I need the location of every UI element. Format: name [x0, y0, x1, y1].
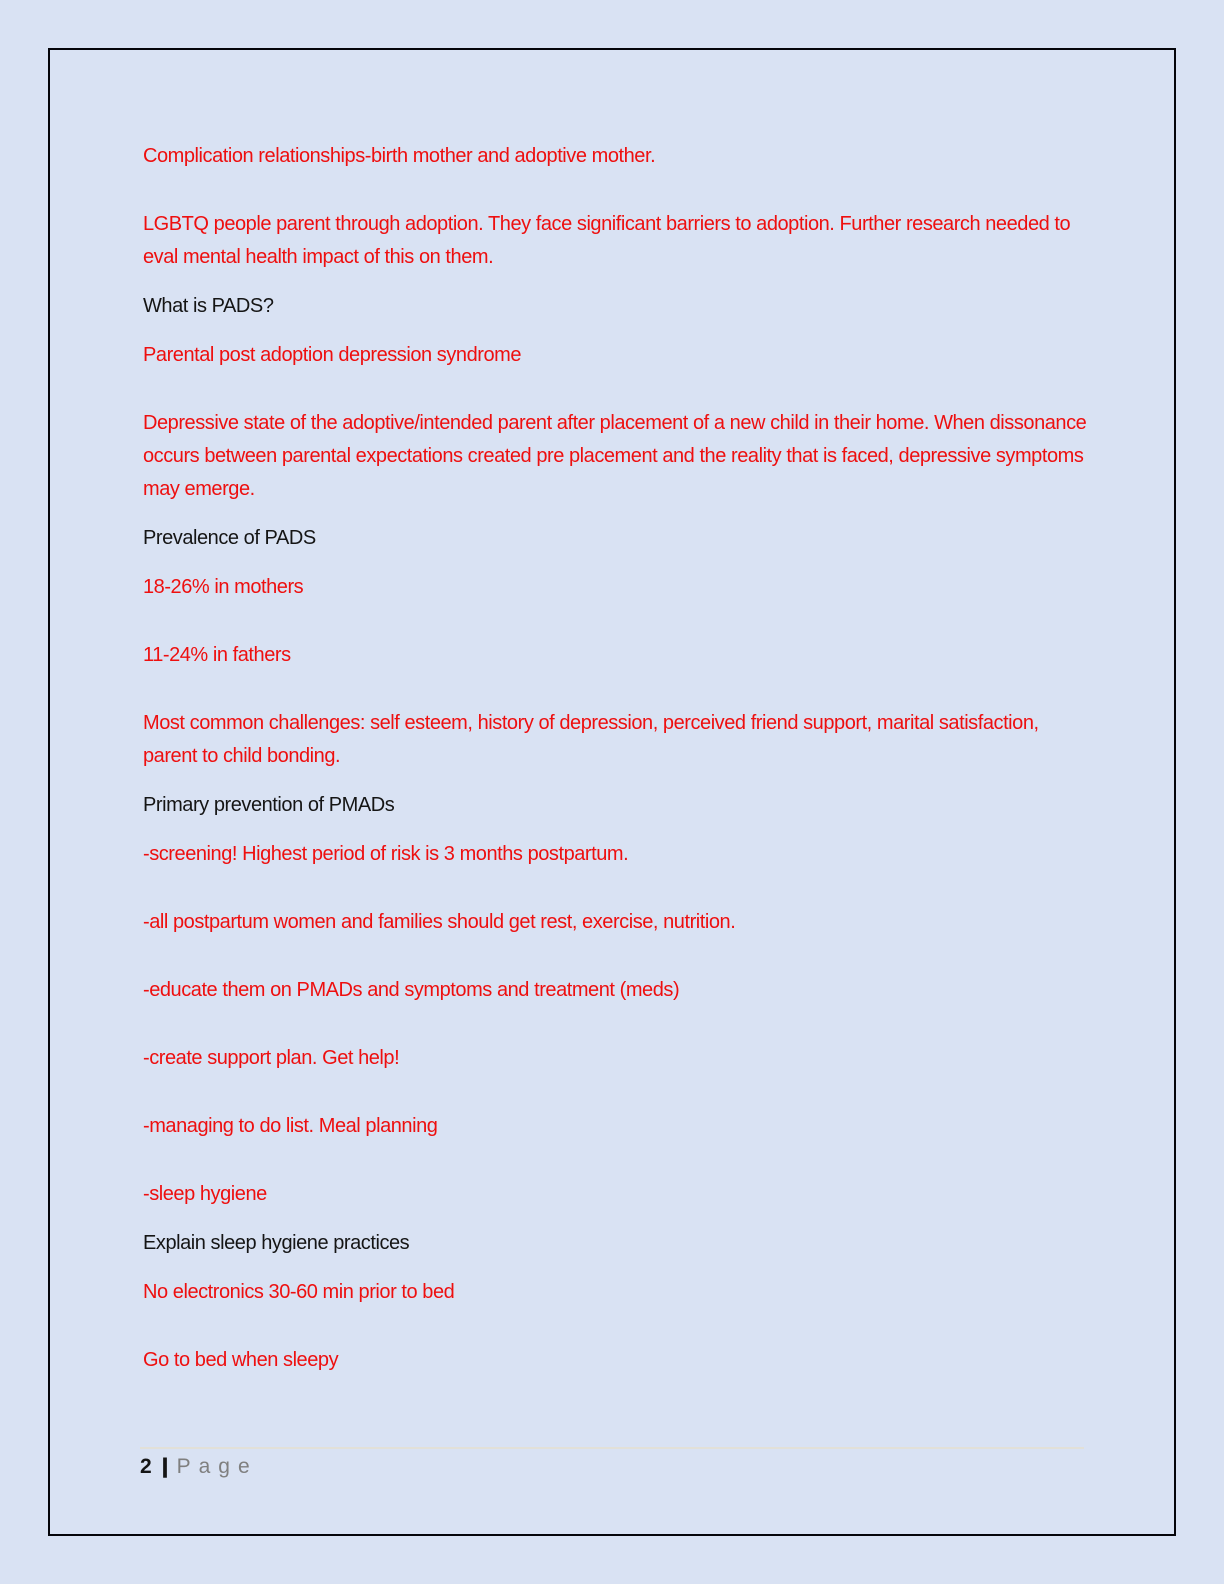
footer-divider [140, 1447, 1084, 1449]
note-paragraph: LGBTQ people parent through adoption. They face significant barriers to adoption. Further research needed to eval mental health impact of this on them. [143, 213, 1071, 268]
footer-page-label: Page [176, 1455, 258, 1478]
note-paragraph: -screening! Highest period of risk is 3 months postpartum. [143, 843, 629, 865]
note-paragraph: Go to bed when sleepy [143, 1349, 339, 1371]
question-paragraph: Primary prevention of PMADs [143, 794, 395, 816]
note-paragraph: -educate them on PMADs and symptoms and treatment (meds) [143, 979, 680, 1001]
note-paragraph: Most common challenges: self esteem, history of depression, perceived friend support, marital satisfaction, parent to child bonding. [143, 712, 1039, 767]
note-paragraph: Depressive state of the adoptive/intended parent after placement of a new child in their home. When dissonance occurs between parental expectations created pre placement and the reality that is faced, depressive symptoms may emerge. [143, 412, 1087, 500]
note-paragraph: 18-26% in mothers [143, 576, 304, 598]
note-paragraph: -all postpartum women and families should get rest, exercise, nutrition. [143, 911, 736, 933]
note-paragraph: -managing to do list. Meal planning [143, 1115, 438, 1137]
note-paragraph: -sleep hygiene [143, 1183, 267, 1205]
question-paragraph: Explain sleep hygiene practices [143, 1232, 410, 1254]
note-paragraph: No electronics 30-60 min prior to bed [143, 1281, 455, 1303]
page-footer [140, 1452, 258, 1482]
document-body [143, 140, 1088, 1377]
footer-page-number: 2 [140, 1455, 152, 1478]
note-paragraph: Complication relationships-birth mother and adoptive mother. [143, 145, 656, 167]
note-paragraph: -create support plan. Get help! [143, 1047, 400, 1069]
note-paragraph: Parental post adoption depression syndrome [143, 344, 522, 366]
question-paragraph: What is PADS? [143, 295, 274, 317]
note-paragraph: 11-24% in fathers [143, 644, 291, 666]
question-paragraph: Prevalence of PADS [143, 527, 316, 549]
footer-separator: | [160, 1455, 169, 1478]
